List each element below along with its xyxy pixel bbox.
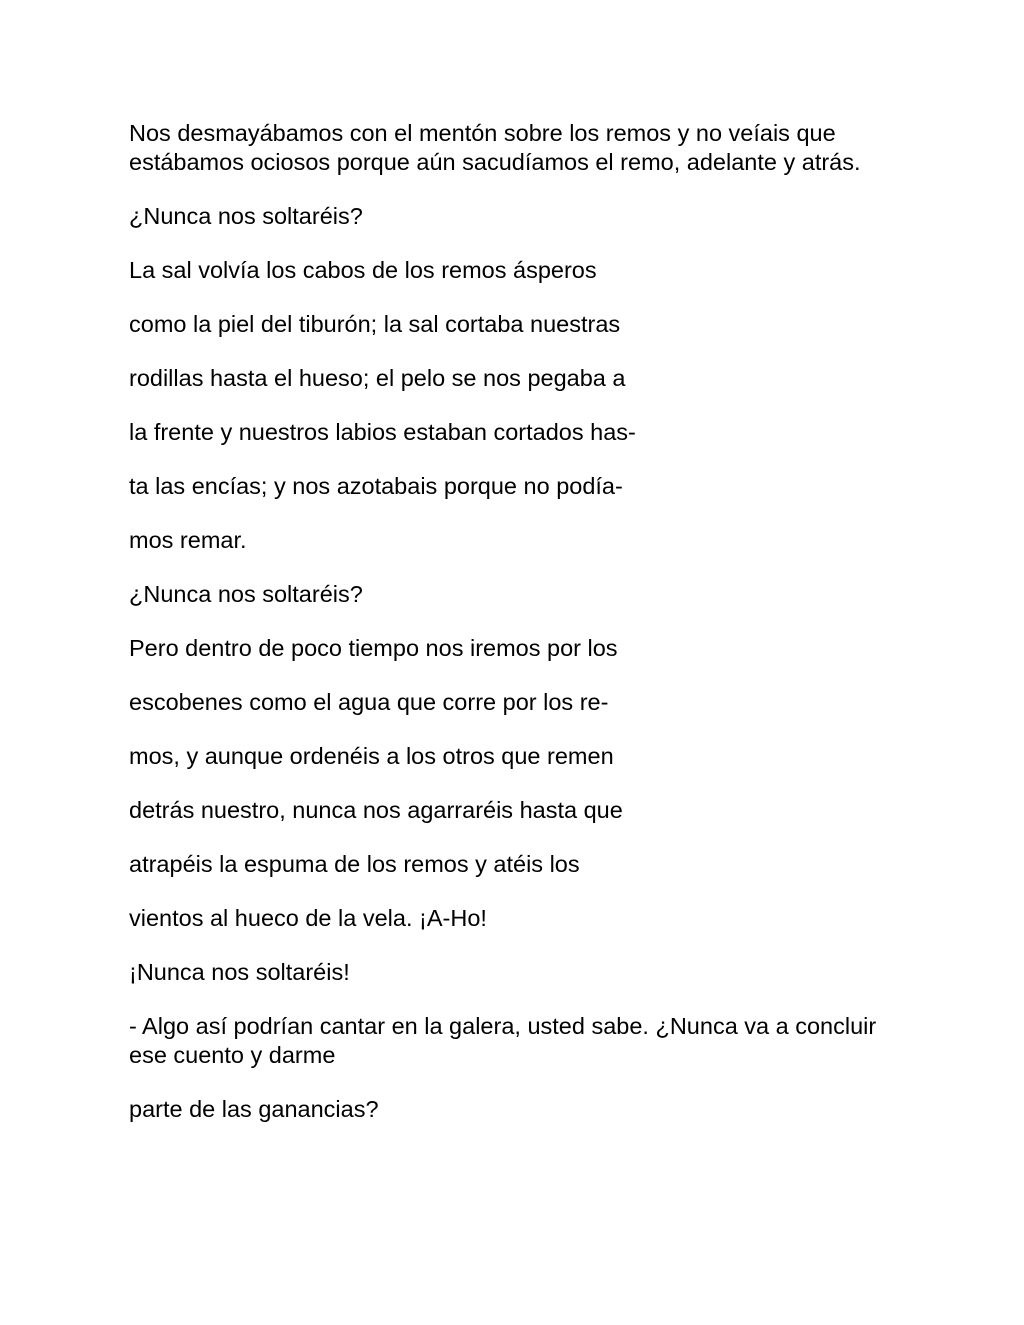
paragraph-12: mos, y aunque ordenéis a los otros que remen bbox=[129, 743, 614, 769]
paragraph-14: atrapéis la espuma de los remos y atéis los bbox=[129, 851, 580, 877]
paragraph-4: como la piel del tiburón; la sal cortaba nuestras bbox=[129, 311, 621, 337]
paragraph-7: ta las encías; y nos azotabais porque no podía- bbox=[129, 473, 623, 499]
paragraph-6: la frente y nuestros labios estaban cortados has- bbox=[129, 419, 636, 445]
paragraph-8: mos remar. bbox=[129, 527, 247, 553]
paragraph-10: Pero dentro de poco tiempo nos iremos por los bbox=[129, 635, 618, 661]
paragraph-5: rodillas hasta el hueso; el pelo se nos pegaba a bbox=[129, 365, 626, 391]
paragraph-15: vientos al hueco de la vela. ¡A-Ho! bbox=[129, 905, 487, 931]
paragraph-3: La sal volvía los cabos de los remos ásperos bbox=[129, 257, 597, 283]
paragraph-1: Nos desmayábamos con el mentón sobre los remos y no veíais que estábamos ociosos porque aún sacudíamos el remo, adelante y atrás. bbox=[129, 120, 861, 175]
document-page bbox=[129, 119, 919, 1124]
paragraph-11: escobenes como el agua que corre por los re- bbox=[129, 689, 609, 715]
paragraph-16: ¡Nunca nos soltaréis! bbox=[129, 959, 350, 985]
paragraph-2: ¿Nunca nos soltaréis? bbox=[129, 203, 363, 229]
paragraph-17: - Algo así podrían cantar en la galera, usted sabe. ¿Nunca va a concluir ese cuento y darme bbox=[129, 1013, 877, 1068]
paragraph-9: ¿Nunca nos soltaréis? bbox=[129, 581, 363, 607]
paragraph-13: detrás nuestro, nunca nos agarraréis hasta que bbox=[129, 797, 623, 823]
paragraph-18: parte de las ganancias? bbox=[129, 1096, 379, 1122]
